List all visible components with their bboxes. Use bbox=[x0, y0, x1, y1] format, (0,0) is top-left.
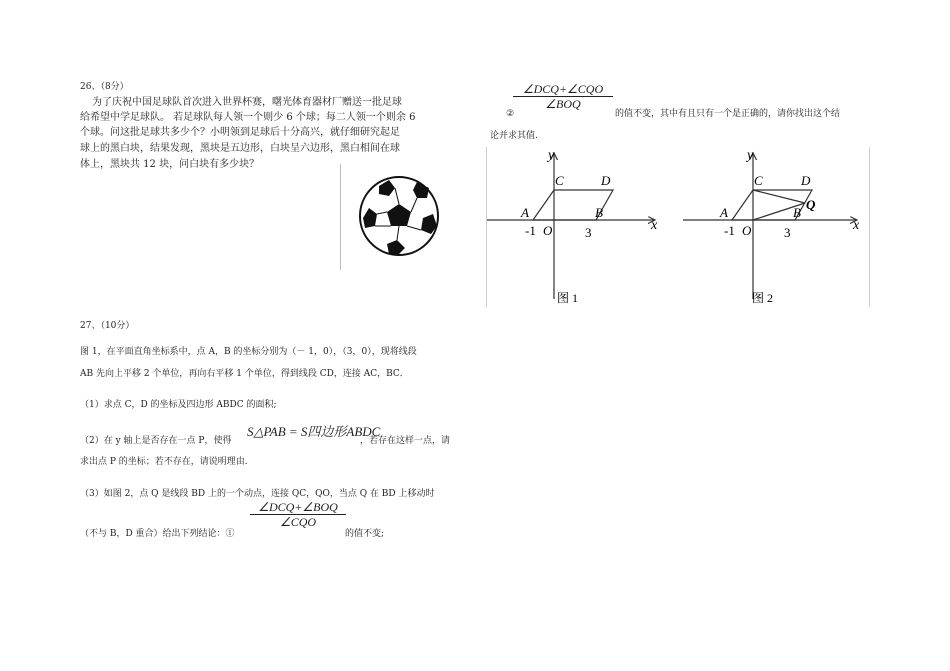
q27-paragraph-2: AB 先向上平移 2 个单位，再向右平移 1 个单位，得到线段 CD，连接 AC，BC． bbox=[80, 369, 409, 379]
fig1-neg1-label: -1 bbox=[525, 223, 536, 238]
fig2-o-label: O bbox=[742, 223, 752, 238]
figure-2 bbox=[683, 148, 860, 305]
fraction-2 bbox=[513, 82, 613, 111]
fig2-3-label: 3 bbox=[784, 225, 791, 240]
fig1-c-label: C bbox=[555, 173, 564, 188]
q27-part-2-formula: S△PAB = S四边形ABDC bbox=[247, 424, 381, 439]
fig2-b-label: B bbox=[793, 205, 801, 220]
fraction-1 bbox=[250, 500, 346, 529]
fig1-o-label: O bbox=[543, 223, 553, 238]
fig2-neg1-label: -1 bbox=[724, 223, 735, 238]
q27-part-2a: （2）在 y 轴上是否存在一点 P，使得 bbox=[80, 436, 232, 446]
right-text-1: 的值不变，其中有且只有一个是正确的，请你找出这个结 bbox=[615, 109, 841, 119]
q26-line-3: 个球。问这批足球共多少个？小明领到足球后十分高兴，就仔细研究起足 bbox=[80, 127, 400, 138]
fig2-d-label: D bbox=[801, 173, 811, 188]
right-text-2: 论并求其值. bbox=[490, 131, 538, 141]
q27-part-2b: ，若存在这样一点，请 bbox=[360, 436, 451, 446]
q27-header: 27、（10分） bbox=[80, 321, 135, 331]
q26-header: 26、（8分） bbox=[80, 82, 129, 92]
soccer-ball-image bbox=[340, 164, 453, 270]
fig1-a-label: A bbox=[521, 205, 529, 220]
fig2-x-label: x bbox=[853, 218, 860, 233]
fig2-y-label: y bbox=[747, 148, 754, 163]
q27-part-1: （1）求点 C，D 的坐标及四边形 ABDC 的面积; bbox=[80, 400, 277, 410]
fig1-b-label: B bbox=[595, 205, 603, 220]
fig1-caption: 图 1 bbox=[557, 291, 579, 305]
q26-line-5: 体上，黑块共 12 块，问白块有多少块？ bbox=[80, 159, 260, 170]
fig2-c-label: C bbox=[754, 173, 763, 188]
q27-part-3b: （不与 B，D 重合）给出下列结论：① bbox=[80, 529, 235, 539]
fig1-y-label: y bbox=[548, 148, 555, 163]
coordinate-figures bbox=[486, 147, 870, 307]
q26-line-1: 为了庆祝中国足球队首次进入世界杯赛，曙光体育器材厂赠送一批足球 bbox=[92, 97, 402, 108]
q26-line-4: 球上的黑白块，结果发现，黑块是五边形，白块呈六边形，黑白相间在球 bbox=[80, 143, 400, 154]
q27-part-2c: 求出点 P 的坐标；若不存在，请说明理由. bbox=[80, 457, 248, 467]
fraction-2-numerator: ∠DCQ+∠CQO bbox=[513, 82, 613, 97]
fig2-q-label: Q bbox=[806, 197, 816, 212]
fig1-3-label: 3 bbox=[585, 225, 592, 240]
fig2-caption: 图 2 bbox=[752, 291, 774, 305]
fig1-d-label: D bbox=[601, 173, 611, 188]
fig2-a-label: A bbox=[720, 205, 728, 220]
q27-part-3a: （3）如图 2，点 Q 是线段 BD 上的一个动点，连接 QC，QO，当点 Q 在 BD 上移动时 bbox=[80, 489, 435, 499]
fig1-x-label: x bbox=[651, 218, 658, 233]
figure-1 bbox=[487, 148, 658, 305]
fraction-1-denominator: ∠CQO bbox=[279, 515, 317, 529]
conclusion-mark-2: ② bbox=[506, 109, 515, 119]
q26-line-2: 给希望中学足球队。 若足球队每人领一个则少 6 个球；每二人领一个则余 6 bbox=[80, 112, 416, 123]
fraction-1-numerator: ∠DCQ+∠BOQ bbox=[250, 500, 346, 515]
q27-paragraph-1: 图 1，在平面直角坐标系中，点 A，B 的坐标分别为（－ 1，0），（3，0），现将线段 bbox=[80, 347, 417, 357]
fraction-2-denominator: ∠BOQ bbox=[545, 97, 581, 111]
q27-part-3c: 的值不变; bbox=[345, 529, 385, 539]
